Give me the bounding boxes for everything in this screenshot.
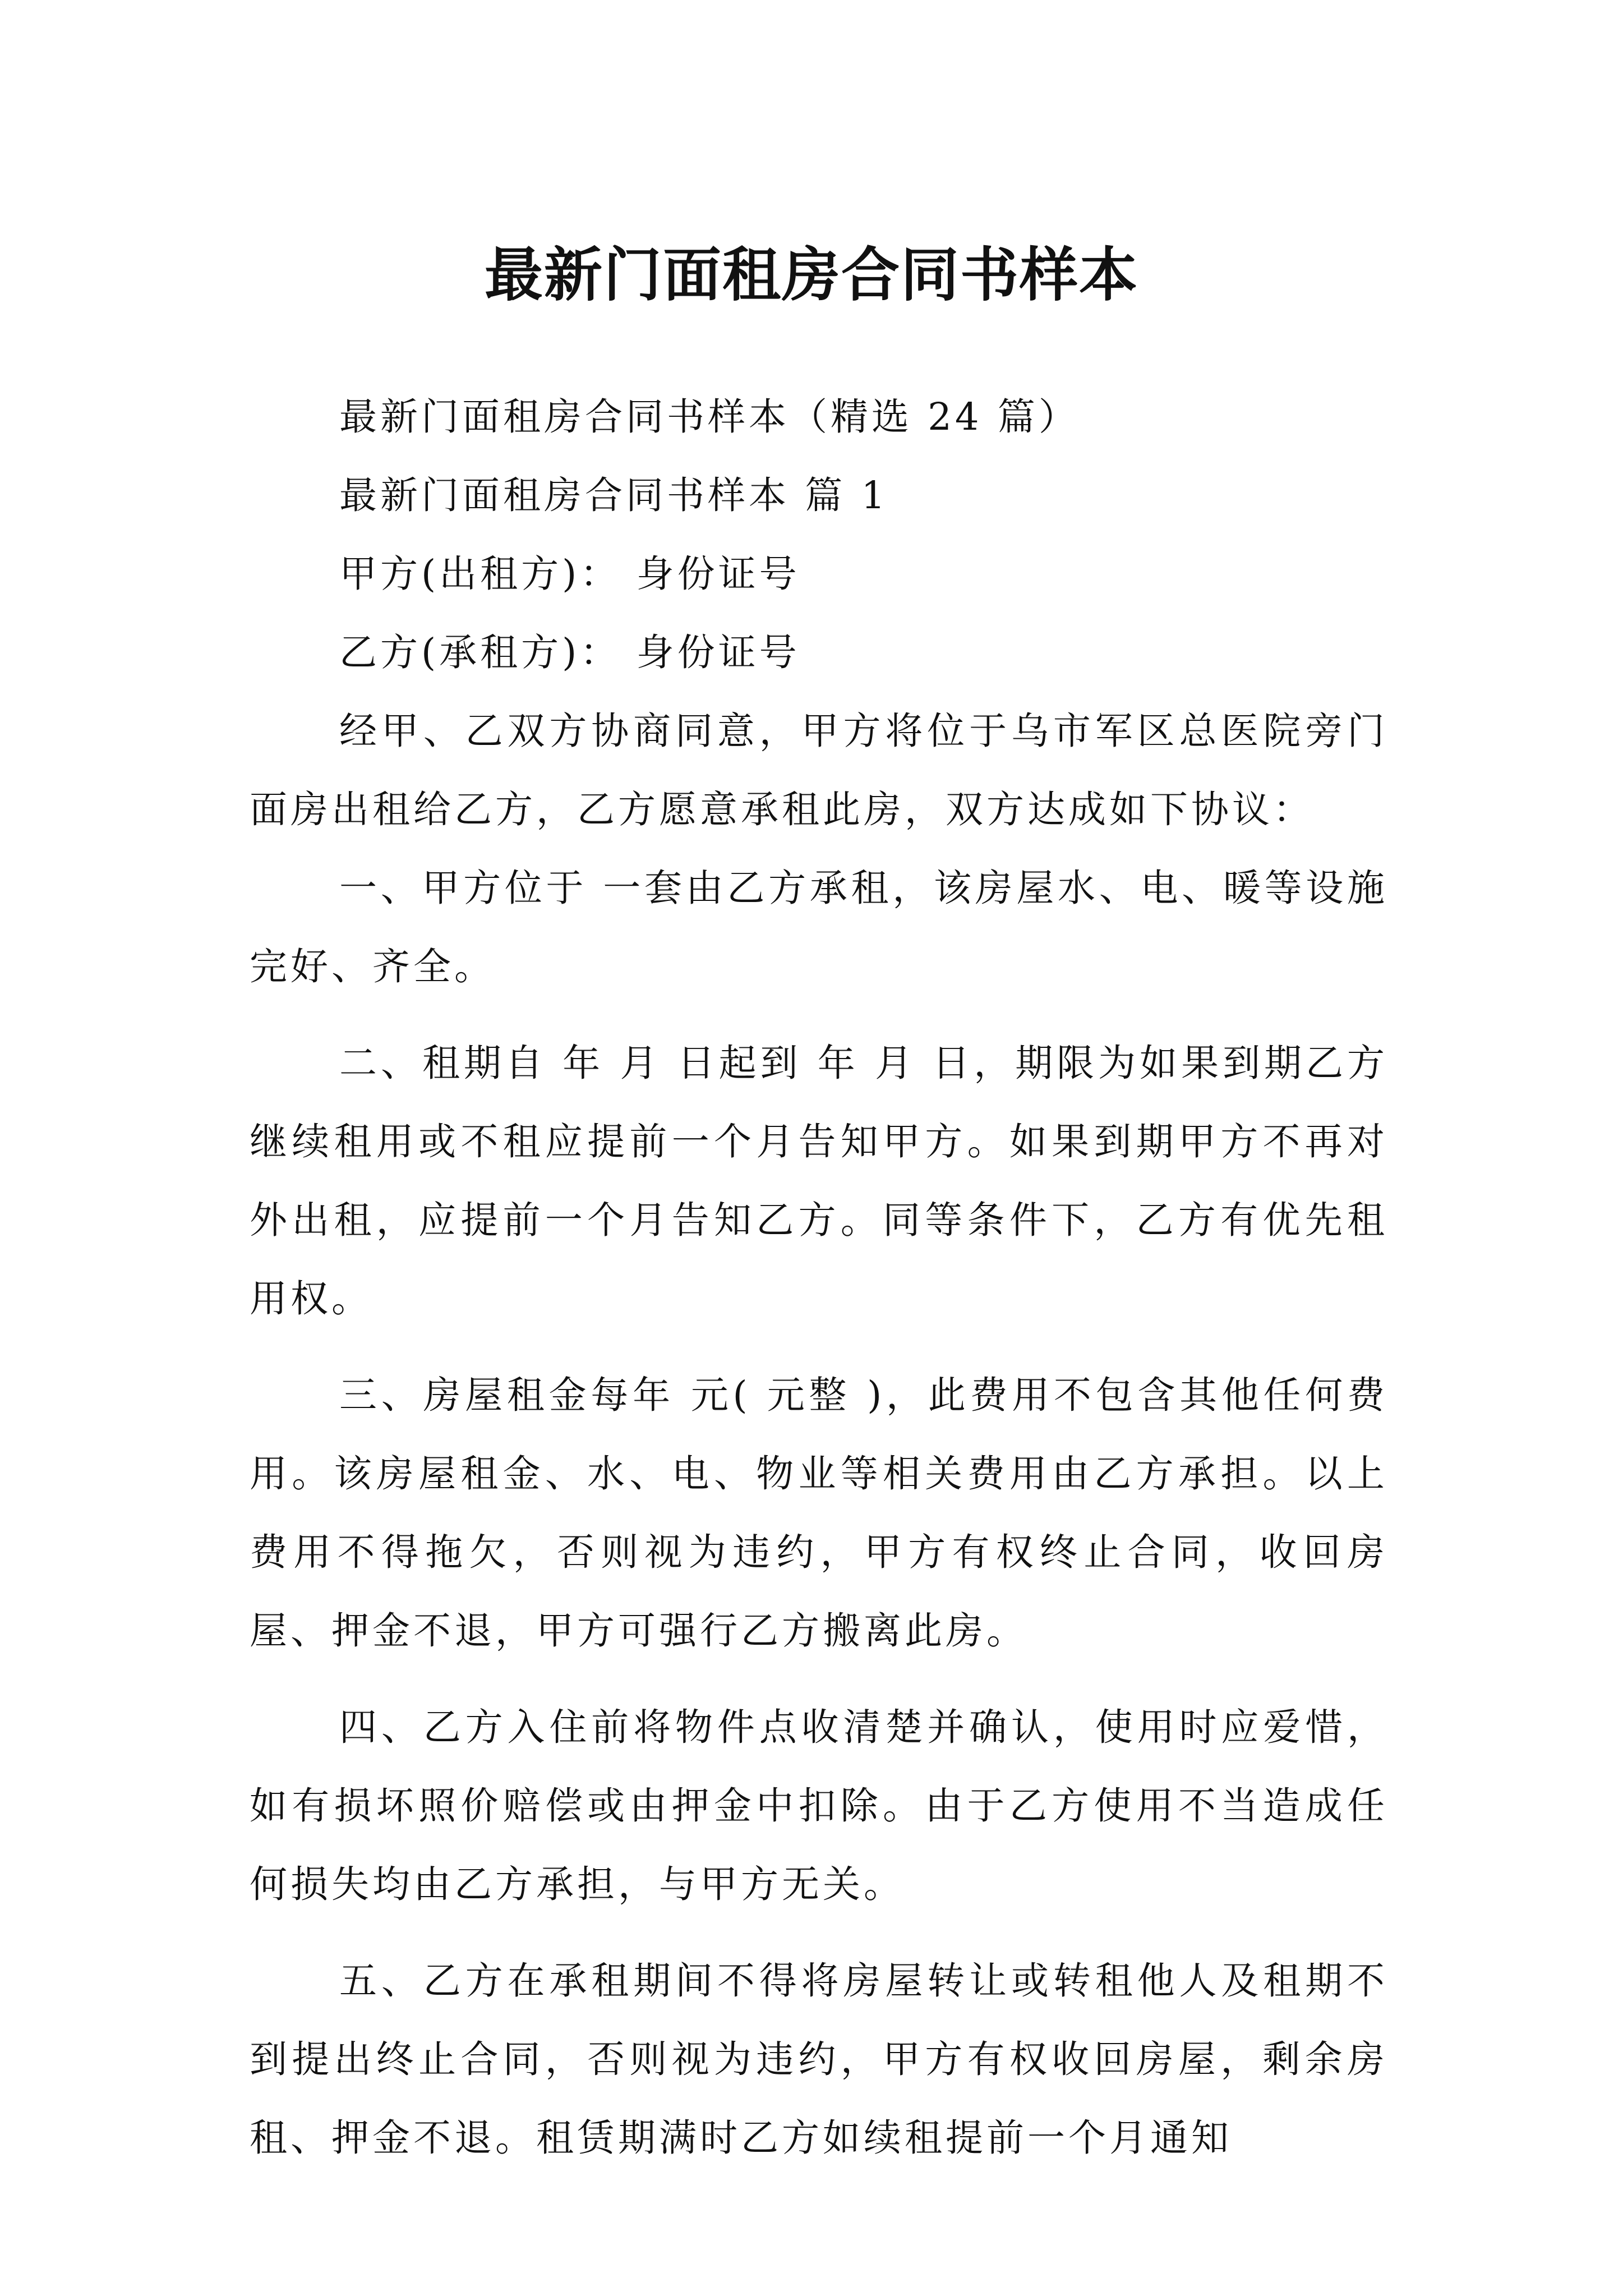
clause-1-paragraph: 一、甲方位于 一套由乙方承租，该房屋水、电、暖等设施完好、齐全。: [250, 866, 1388, 988]
section-heading: 最新门面租房合同书样本 篇 1: [339, 473, 889, 517]
party-b-line: 乙方(承租方)： 身份证号: [339, 631, 800, 674]
clause-5-paragraph: 五、乙方在承租期间不得将房屋转让或转租他人及租期不到提出终止合同，否则视为违约，甲方有权收回房屋，剩余房租、押金不退。租赁期满时乙方如续租提前一个月通知: [250, 1959, 1388, 2160]
agreement-intro-paragraph: 经甲、乙双方协商同意，甲方将位于乌市军区总医院旁门面房出租给乙方，乙方愿意承租此房，双方达成如下协议：: [250, 709, 1388, 831]
clause-2-paragraph: 二、租期自 年 月 日起到 年 月 日，期限为如果到期乙方继续租用或不租应提前一个月告知甲方。如果到期甲方不再对外出租，应提前一个月告知乙方。同等条件下，乙方有优先租用权。: [250, 1041, 1388, 1320]
document-body: [250, 378, 1388, 2177]
subtitle-line: 最新门面租房合同书样本（精选 24 篇）: [339, 395, 1080, 439]
party-a-line: 甲方(出租方)： 身份证号: [339, 552, 800, 596]
document-title: 最新门面租房合同书样本: [484, 240, 1138, 309]
clause-3-paragraph: 三、房屋租金每年 元( 元整 )，此费用不包含其他任何费用。该房屋租金、水、电、物业等相关费用由乙方承担。以上费用不得拖欠，否则视为违约，甲方有权终止合同，收回房屋、押金不退，甲方可强行乙方搬离此房。: [250, 1373, 1388, 1653]
clause-4-paragraph: 四、乙方入住前将物件点收清楚并确认，使用时应爱惜，如有损坏照价赔偿或由押金中扣除。由于乙方使用不当造成任何损失均由乙方承担，与甲方无关。: [250, 1705, 1388, 1906]
